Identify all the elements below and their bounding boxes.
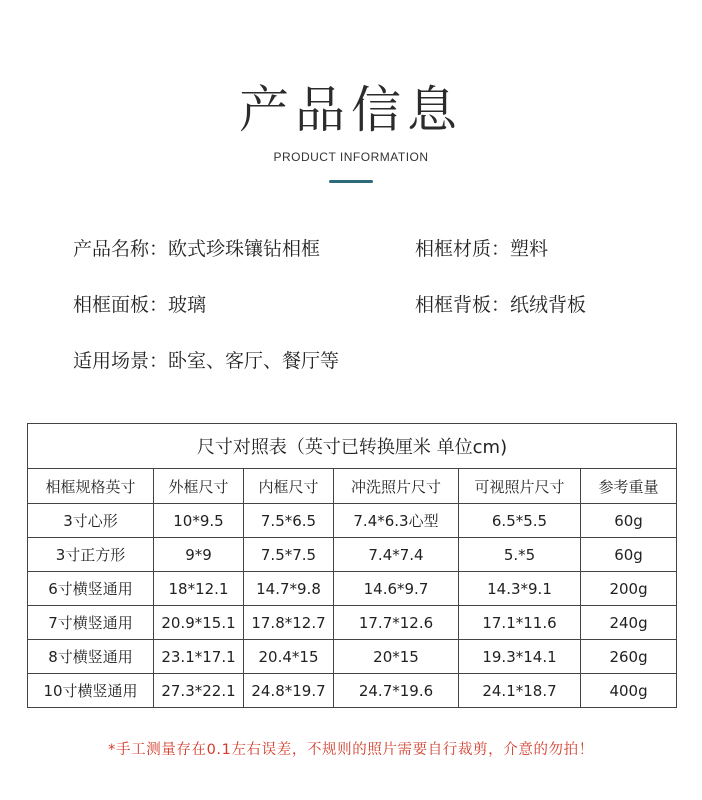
table-row	[28, 504, 677, 538]
table-cell: 10寸横竖通用	[28, 674, 154, 708]
table-cell: 8寸横竖通用	[28, 640, 154, 674]
table-cell: 7.5*6.5	[244, 504, 334, 538]
size-table-header-cell: 冲洗照片尺寸	[334, 469, 459, 504]
table-cell: 14.7*9.8	[244, 572, 334, 606]
table-cell: 27.3*22.1	[154, 674, 244, 708]
table-cell: 24.1*18.7	[459, 674, 581, 708]
table-cell: 240g	[581, 606, 677, 640]
table-cell: 24.7*19.6	[334, 674, 459, 708]
size-table-header-cell: 相框规格英寸	[28, 469, 154, 504]
info-frame-material: 相框材质：塑料	[415, 238, 549, 260]
page-title: 产品信息	[239, 81, 463, 139]
table-cell: 20.9*15.1	[154, 606, 244, 640]
info-product-name: 产品名称：欧式珍珠镶钻相框	[73, 238, 321, 260]
table-cell: 5.*5	[459, 538, 581, 572]
table-cell: 23.1*17.1	[154, 640, 244, 674]
size-table-caption: 尺寸对照表（英寸已转换厘米 单位cm)	[28, 424, 677, 469]
table-cell: 6寸横竖通用	[28, 572, 154, 606]
table-cell: 400g	[581, 674, 677, 708]
table-cell: 20*15	[334, 640, 459, 674]
table-cell: 3寸心形	[28, 504, 154, 538]
table-cell: 6.5*5.5	[459, 504, 581, 538]
table-cell: 19.3*14.1	[459, 640, 581, 674]
table-cell: 14.3*9.1	[459, 572, 581, 606]
table-cell: 20.4*15	[244, 640, 334, 674]
info-frame-panel: 相框面板：玻璃	[73, 294, 207, 316]
table-cell: 10*9.5	[154, 504, 244, 538]
table-cell: 7.5*7.5	[244, 538, 334, 572]
table-cell: 14.6*9.7	[334, 572, 459, 606]
page-subtitle: PRODUCT INFORMATION	[273, 150, 429, 164]
table-cell: 9*9	[154, 538, 244, 572]
table-cell: 24.8*19.7	[244, 674, 334, 708]
table-cell: 7.4*7.4	[334, 538, 459, 572]
table-row	[28, 538, 677, 572]
table-row	[28, 640, 677, 674]
table-cell: 17.1*11.6	[459, 606, 581, 640]
info-frame-back: 相框背板：纸绒背板	[415, 294, 587, 316]
table-cell: 200g	[581, 572, 677, 606]
table-cell: 60g	[581, 504, 677, 538]
table-row	[28, 572, 677, 606]
table-row	[28, 606, 677, 640]
size-table-header-row	[28, 469, 677, 504]
size-table-header-cell: 内框尺寸	[244, 469, 334, 504]
table-cell: 60g	[581, 538, 677, 572]
size-table-header-cell: 外框尺寸	[154, 469, 244, 504]
table-cell: 7.4*6.3心型	[334, 504, 459, 538]
size-table-header-cell: 可视照片尺寸	[459, 469, 581, 504]
info-usage-scene: 适用场景：卧室、客厅、餐厅等	[73, 350, 340, 372]
table-cell: 17.8*12.7	[244, 606, 334, 640]
table-cell: 17.7*12.6	[334, 606, 459, 640]
title-accent-bar	[329, 180, 373, 183]
measurement-note: *手工测量存在0.1左右误差，不规则的照片需要自行裁剪，介意的勿拍！	[108, 742, 594, 758]
table-cell: 7寸横竖通用	[28, 606, 154, 640]
table-cell: 260g	[581, 640, 677, 674]
table-cell: 18*12.1	[154, 572, 244, 606]
size-table-header-cell: 参考重量	[581, 469, 677, 504]
size-table	[27, 423, 677, 708]
table-cell: 3寸正方形	[28, 538, 154, 572]
table-row	[28, 674, 677, 708]
